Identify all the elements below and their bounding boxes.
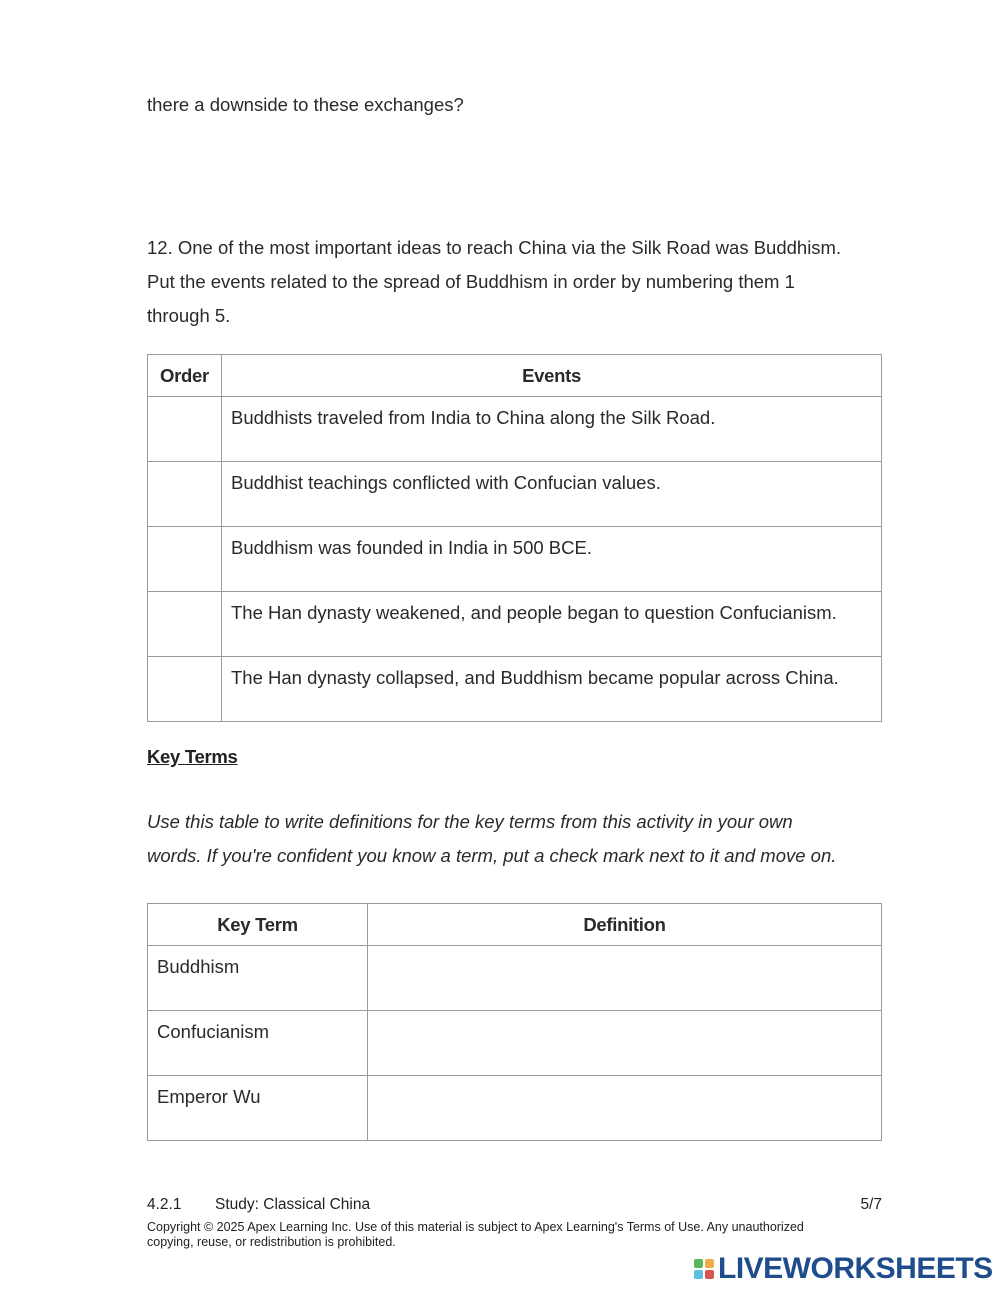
table-row	[148, 946, 882, 1011]
table-row	[148, 592, 882, 657]
instructions-line: words. If you're confident you know a term, put a check mark next to it and move on.	[147, 845, 837, 866]
copyright-notice	[147, 1220, 867, 1250]
order-input-cell[interactable]	[148, 397, 222, 462]
table-header-row	[148, 904, 882, 946]
page-number: 5/7	[860, 1196, 882, 1213]
table-row	[148, 462, 882, 527]
order-column-header: Order	[148, 355, 222, 397]
events-column-header: Events	[222, 355, 882, 397]
definition-input-cell[interactable]	[368, 1076, 882, 1141]
event-cell: Buddhist teachings conflicted with Confucian values.	[222, 462, 882, 527]
event-cell: The Han dynasty weakened, and people began to question Confucianism.	[222, 592, 882, 657]
table-row	[148, 527, 882, 592]
key-term-cell: Emperor Wu	[148, 1076, 368, 1141]
table-row	[148, 1076, 882, 1141]
table-row	[148, 657, 882, 722]
question-line: through 5.	[147, 305, 231, 326]
order-input-cell[interactable]	[148, 462, 222, 527]
copyright-line: copying, reuse, or redistribution is prohibited.	[147, 1235, 396, 1249]
key-term-cell: Confucianism	[148, 1011, 368, 1076]
instructions-line: Use this table to write definitions for the key terms from this activity in your own	[147, 811, 793, 832]
liveworksheets-brand: LIVEWORKSHEETS	[718, 1252, 993, 1285]
event-cell: Buddhism was founded in India in 500 BCE.	[222, 527, 882, 592]
events-table	[147, 354, 882, 722]
intro-text: there a downside to these exchanges?	[147, 94, 464, 115]
footer-title: Study: Classical China	[215, 1196, 371, 1213]
definition-column-header: Definition	[368, 904, 882, 946]
question-12	[147, 231, 907, 333]
copyright-line: Copyright © 2025 Apex Learning Inc. Use of this material is subject to Apex Learning's Terms of Use. Any unauthorized	[147, 1220, 804, 1234]
definition-input-cell[interactable]	[368, 946, 882, 1011]
order-input-cell[interactable]	[148, 592, 222, 657]
key-term-column-header: Key Term	[148, 904, 368, 946]
event-cell: Buddhists traveled from India to China along the Silk Road.	[222, 397, 882, 462]
question-line: Put the events related to the spread of Buddhism in order by numbering them 1	[147, 271, 795, 292]
order-input-cell[interactable]	[148, 657, 222, 722]
key-terms-instructions	[147, 805, 907, 873]
order-input-cell[interactable]	[148, 527, 222, 592]
table-header-row	[148, 355, 882, 397]
question-line: 12. One of the most important ideas to reach China via the Silk Road was Buddhism.	[147, 237, 842, 258]
liveworksheets-logo-icon	[694, 1259, 716, 1281]
event-cell: The Han dynasty collapsed, and Buddhism became popular across China.	[222, 657, 882, 722]
key-terms-heading: Key Terms	[147, 746, 238, 767]
key-terms-table	[147, 903, 882, 1141]
definition-input-cell[interactable]	[368, 1011, 882, 1076]
table-row	[148, 397, 882, 462]
footer-section-number: 4.2.1	[147, 1196, 182, 1213]
table-row	[148, 1011, 882, 1076]
key-term-cell: Buddhism	[148, 946, 368, 1011]
